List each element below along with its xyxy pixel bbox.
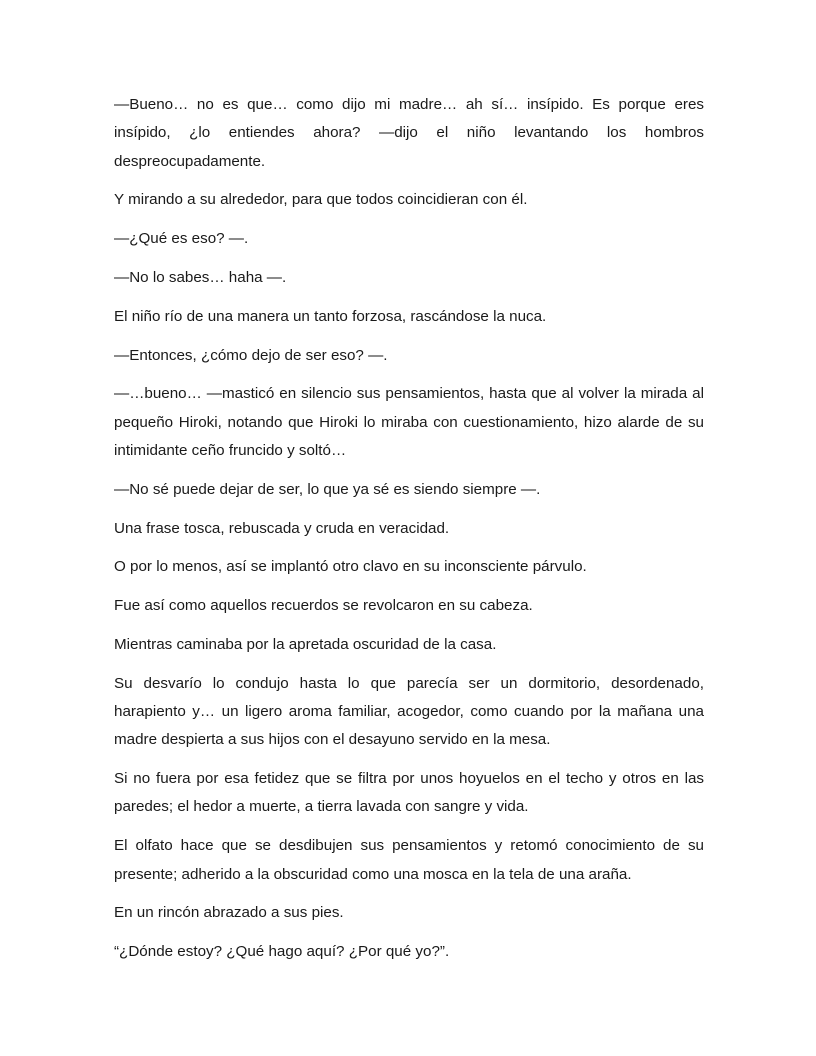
paragraph: —No sé puede dejar de ser, lo que ya sé es siendo siempre —. [114, 480, 541, 498]
paragraph: “¿Dónde estoy? ¿Qué hago aquí? ¿Por qué yo?”. [114, 943, 450, 961]
paragraph: El olfato hace que se desdibujen sus pensamientos y retomó conocimiento de su presente; adherido a la obscuridad como una mosca en la tela de una araña. [114, 837, 704, 883]
paragraph: —Entonces, ¿cómo dejo de ser eso? —. [114, 346, 388, 364]
paragraph: —No lo sabes… haha —. [114, 268, 287, 286]
paragraph: En un rincón abrazado a sus pies. [114, 904, 344, 922]
paragraph: Su desvarío lo condujo hasta lo que parecía ser un dormitorio, desordenado, harapiento y… un ligero aroma familiar, acogedor, como cuando por la mañana una madre despierta a sus hijos con el desayuno servido en la mesa. [114, 674, 704, 749]
paragraph: —Bueno… no es que… como dijo mi madre… ah sí… insípido. Es porque eres insípido, ¿lo entiendes ahora? —dijo el niño levantando los hombros despreocupadamente. [114, 96, 704, 170]
paragraph: O por lo menos, así se implantó otro clavo en su inconsciente párvulo. [114, 558, 587, 576]
paragraph: Una frase tosca, rebuscada y cruda en veracidad. [114, 519, 450, 537]
paragraph: Fue así como aquellos recuerdos se revolcaron en su cabeza. [114, 597, 533, 615]
paragraph: El niño río de una manera un tanto forzosa, rascándose la nuca. [114, 307, 547, 325]
paragraph: Y mirando a su alrededor, para que todos coincidieran con él. [114, 191, 528, 209]
text-body [114, 91, 704, 977]
paragraph: —¿Qué es eso? —. [114, 230, 249, 248]
paragraph: —…bueno… —masticó en silencio sus pensamientos, hasta que al volver la mirada al pequeño Hiroki, notando que Hiroki lo miraba con cuestionamiento, hizo alarde de su intimidante ceño fruncido y soltó… [114, 385, 704, 459]
paragraph: Mientras caminaba por la apretada oscuridad de la casa. [114, 635, 497, 653]
paragraph: Si no fuera por esa fetidez que se filtra por unos hoyuelos en el techo y otros en las paredes; el hedor a muerte, a tierra lavada con sangre y vida. [114, 770, 704, 816]
